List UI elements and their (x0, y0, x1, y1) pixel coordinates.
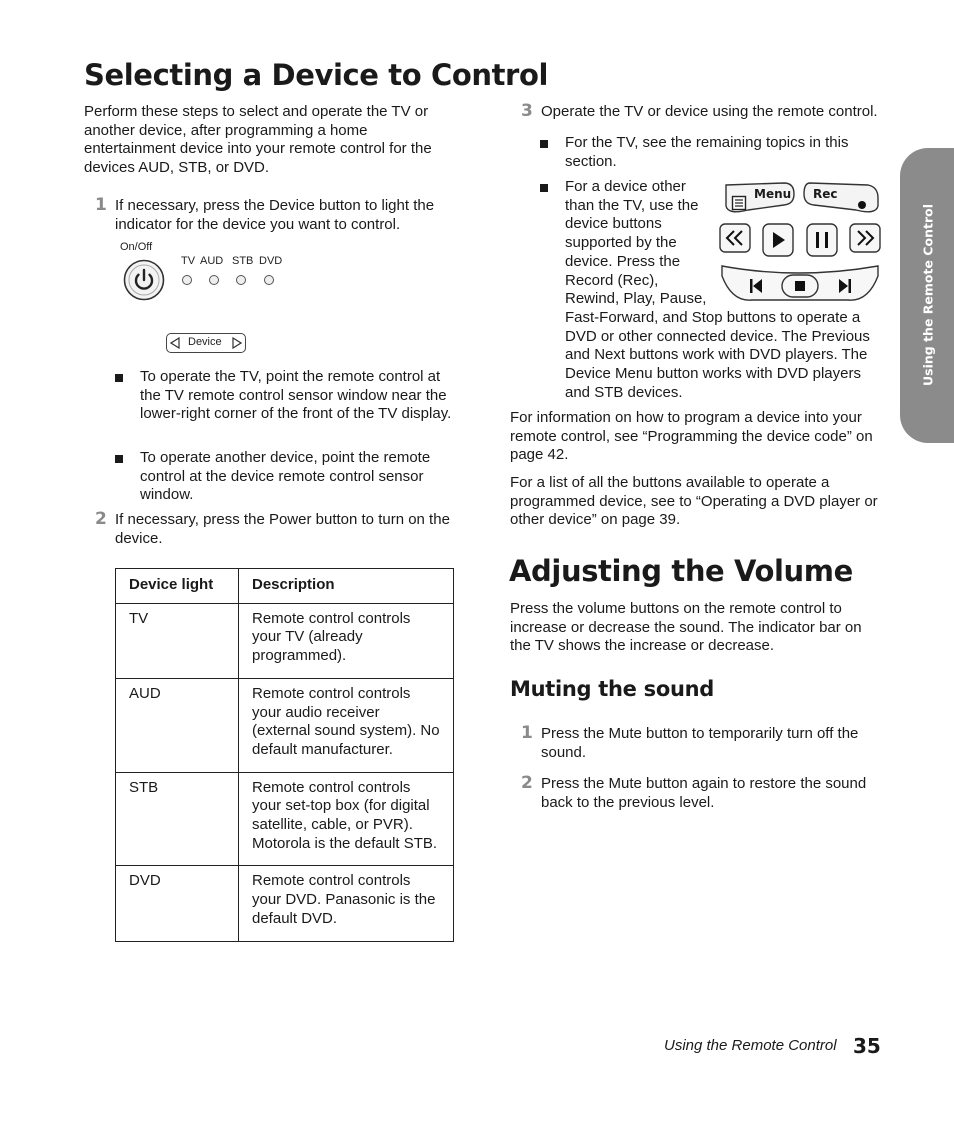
bullet-line: supported by the (565, 234, 677, 252)
bullet-line: Record (Rec), (565, 271, 659, 289)
bullet-line: For a device other (565, 178, 686, 195)
triangle-right-icon (232, 337, 242, 349)
section-title-selecting-device: Selecting a Device to Control (84, 58, 549, 92)
device-light-table (115, 568, 454, 942)
step-text: If necessary, press the Device button to light the indicator for the device you want to control. (115, 197, 435, 233)
step-1 (95, 195, 455, 234)
table-row (116, 603, 454, 678)
device-label-stb: STB (232, 255, 254, 267)
bullet-marker (115, 455, 123, 463)
table-cell-device: TV (116, 603, 239, 678)
intro-paragraph: Perform these steps to select and operate the TV or another device, after programming a home entertainment device into your remote control for the devices AUD, STB, or DVD. (84, 103, 432, 177)
fast-forward-icon[interactable] (849, 223, 881, 253)
device-button[interactable] (166, 333, 246, 353)
onoff-label: On/Off (120, 241, 153, 253)
mute-step-1 (521, 723, 881, 762)
device-label-tv: TV (181, 255, 196, 267)
table-cell-device: AUD (116, 678, 239, 772)
section-title-adjusting-volume: Adjusting the Volume (509, 554, 853, 588)
step-number: 2 (95, 509, 107, 529)
step-number: 3 (521, 101, 533, 121)
footer-chapter-label: Using the Remote Control (664, 1037, 837, 1054)
bullet-line: device. Press the (565, 252, 681, 270)
bullet-text: To operate the TV, point the remote control at the TV remote control sensor window near the lower-right corner of the front of the TV display. (140, 368, 452, 423)
table-cell-device: DVD (116, 866, 239, 941)
table-cell-description: Remote control controls your audio receiver (external sound system). No default manufacturer. (239, 678, 454, 772)
table-header-device-light: Device light (116, 569, 239, 604)
subsection-title-muting: Muting the sound (510, 677, 714, 701)
bullet-marker (540, 140, 548, 148)
bullet-line: device buttons (565, 215, 662, 233)
table-row (116, 772, 454, 866)
table-header-description: Description (239, 569, 454, 604)
remote-dvd-buttons-figure (718, 180, 882, 305)
pause-icon[interactable] (806, 223, 838, 257)
table-cell-description: Remote control controls your DVD. Panasonic is the default DVD. (239, 866, 454, 941)
step-number: 2 (521, 773, 533, 793)
triangle-left-icon (170, 337, 180, 349)
table-row (116, 866, 454, 941)
table-cell-device: STB (116, 772, 239, 866)
step-text: Press the Mute button again to restore the sound back to the previous level. (541, 775, 867, 811)
device-menu-icon (731, 195, 747, 211)
next-icon[interactable] (831, 274, 861, 298)
previous-icon[interactable] (740, 274, 770, 298)
indicator-led-tv (182, 275, 192, 285)
step-number: 1 (95, 195, 107, 215)
record-dot-icon[interactable] (857, 200, 867, 210)
rec-button-label[interactable]: Rec (813, 187, 838, 201)
indicator-led-dvd (264, 275, 274, 285)
bullet-marker (115, 374, 123, 382)
volume-paragraph: Press the volume buttons on the remote control to increase or decrease the sound. The indicator bar on the TV shows the increase or decrease. (510, 600, 862, 655)
play-icon[interactable] (762, 223, 794, 257)
indicator-led-stb (236, 275, 246, 285)
step-text: If necessary, press the Power button to turn on the device. (115, 511, 450, 547)
device-button-label: Device (188, 336, 222, 348)
device-label-aud: AUD (200, 255, 224, 267)
rewind-icon[interactable] (719, 223, 751, 253)
bullet-marker (540, 184, 548, 192)
power-button-icon[interactable] (122, 258, 166, 302)
program-device-paragraph: For information on how to program a device into your remote control, see “Programming the device code” on page 42. (510, 409, 873, 464)
menu-button-label[interactable]: Menu (754, 187, 792, 201)
chapter-side-tab-label: Using the Remote Control (920, 204, 936, 386)
bullet-text-continued: Fast-Forward, and Stop buttons to operate a DVD or other connected device. The Previous and Next buttons work with DVD players. The Device Menu button works with DVD players and STB devices. (565, 308, 870, 401)
step-2 (95, 509, 455, 548)
bullet-item (140, 449, 454, 505)
stop-icon[interactable] (781, 274, 819, 298)
step-number: 1 (521, 723, 533, 743)
mute-step-2 (521, 773, 881, 812)
step-text: Press the Mute button to temporarily turn off the sound. (541, 725, 859, 761)
bullet-text: To operate another device, point the remote control at the device remote control sensor window. (140, 449, 431, 504)
device-label-dvd: DVD (259, 255, 283, 267)
table-cell-description: Remote control controls your set-top box (for digital satellite, cable, or PVR). Motorola is the default STB. (239, 772, 454, 866)
page-number: 35 (853, 1034, 881, 1058)
table-header-row (116, 569, 454, 604)
bullet-item (140, 368, 454, 424)
table-cell-description: Remote control controls your TV (already programmed). (239, 603, 454, 678)
step-3 (521, 101, 886, 122)
bullet-line: than the TV, use the (565, 196, 699, 214)
indicator-led-aud (209, 275, 219, 285)
bullet-item (565, 134, 865, 171)
bullet-text: For the TV, see the remaining topics in this section. (565, 134, 849, 170)
table-row (116, 678, 454, 772)
button-list-paragraph: For a list of all the buttons available to operate a programmed device, see to “Operating a DVD player or other device” on page 39. (510, 474, 878, 529)
step-text: Operate the TV or device using the remote control. (541, 103, 878, 120)
bullet-line: Rewind, Play, Pause, (565, 290, 707, 308)
